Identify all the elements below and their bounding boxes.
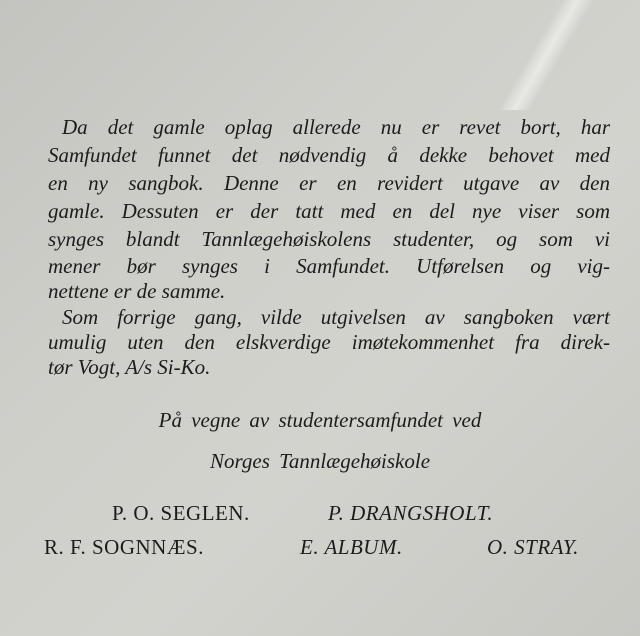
text-line: tør Vogt, A/s Si-Ko. — [48, 355, 211, 379]
text-line: gamle. Dessuten er der tatt med en del nye viser som — [48, 199, 610, 223]
signatory: P. DRANGSHOLT. — [328, 501, 494, 525]
text-line: synges blandt Tannlægehøiskolens studenter, og som vi — [48, 227, 610, 251]
text-line: Som forrige gang, vilde utgivelsen av sangboken vært — [62, 305, 610, 329]
signatory: E. ALBUM. — [300, 535, 403, 559]
text-line: Samfundet funnet det nødvendig å dekke behovet med — [48, 143, 610, 167]
text-line: mener bør synges i Samfundet. Utførelsen og vig- — [48, 254, 610, 278]
text-line: nettene er de samme. — [48, 279, 226, 303]
text-line: umulig uten den elskverdige imøtekommenhet fra direk- — [48, 330, 610, 354]
paper-crease — [480, 0, 620, 110]
signatory: P. O. SEGLEN. — [112, 501, 250, 525]
text-line: Da det gamle oplag allerede nu er revet bort, har — [62, 115, 610, 139]
signatory: O. STRAY. — [487, 535, 579, 559]
closing-line-1: På vegne av studentersamfundet ved — [158, 408, 482, 432]
signatory: R. F. SOGNNÆS. — [44, 535, 204, 559]
closing-line-2: Norges Tannlægehøiskole — [209, 449, 431, 473]
text-line: en ny sangbok. Denne er en revidert utgave av den — [48, 171, 610, 195]
